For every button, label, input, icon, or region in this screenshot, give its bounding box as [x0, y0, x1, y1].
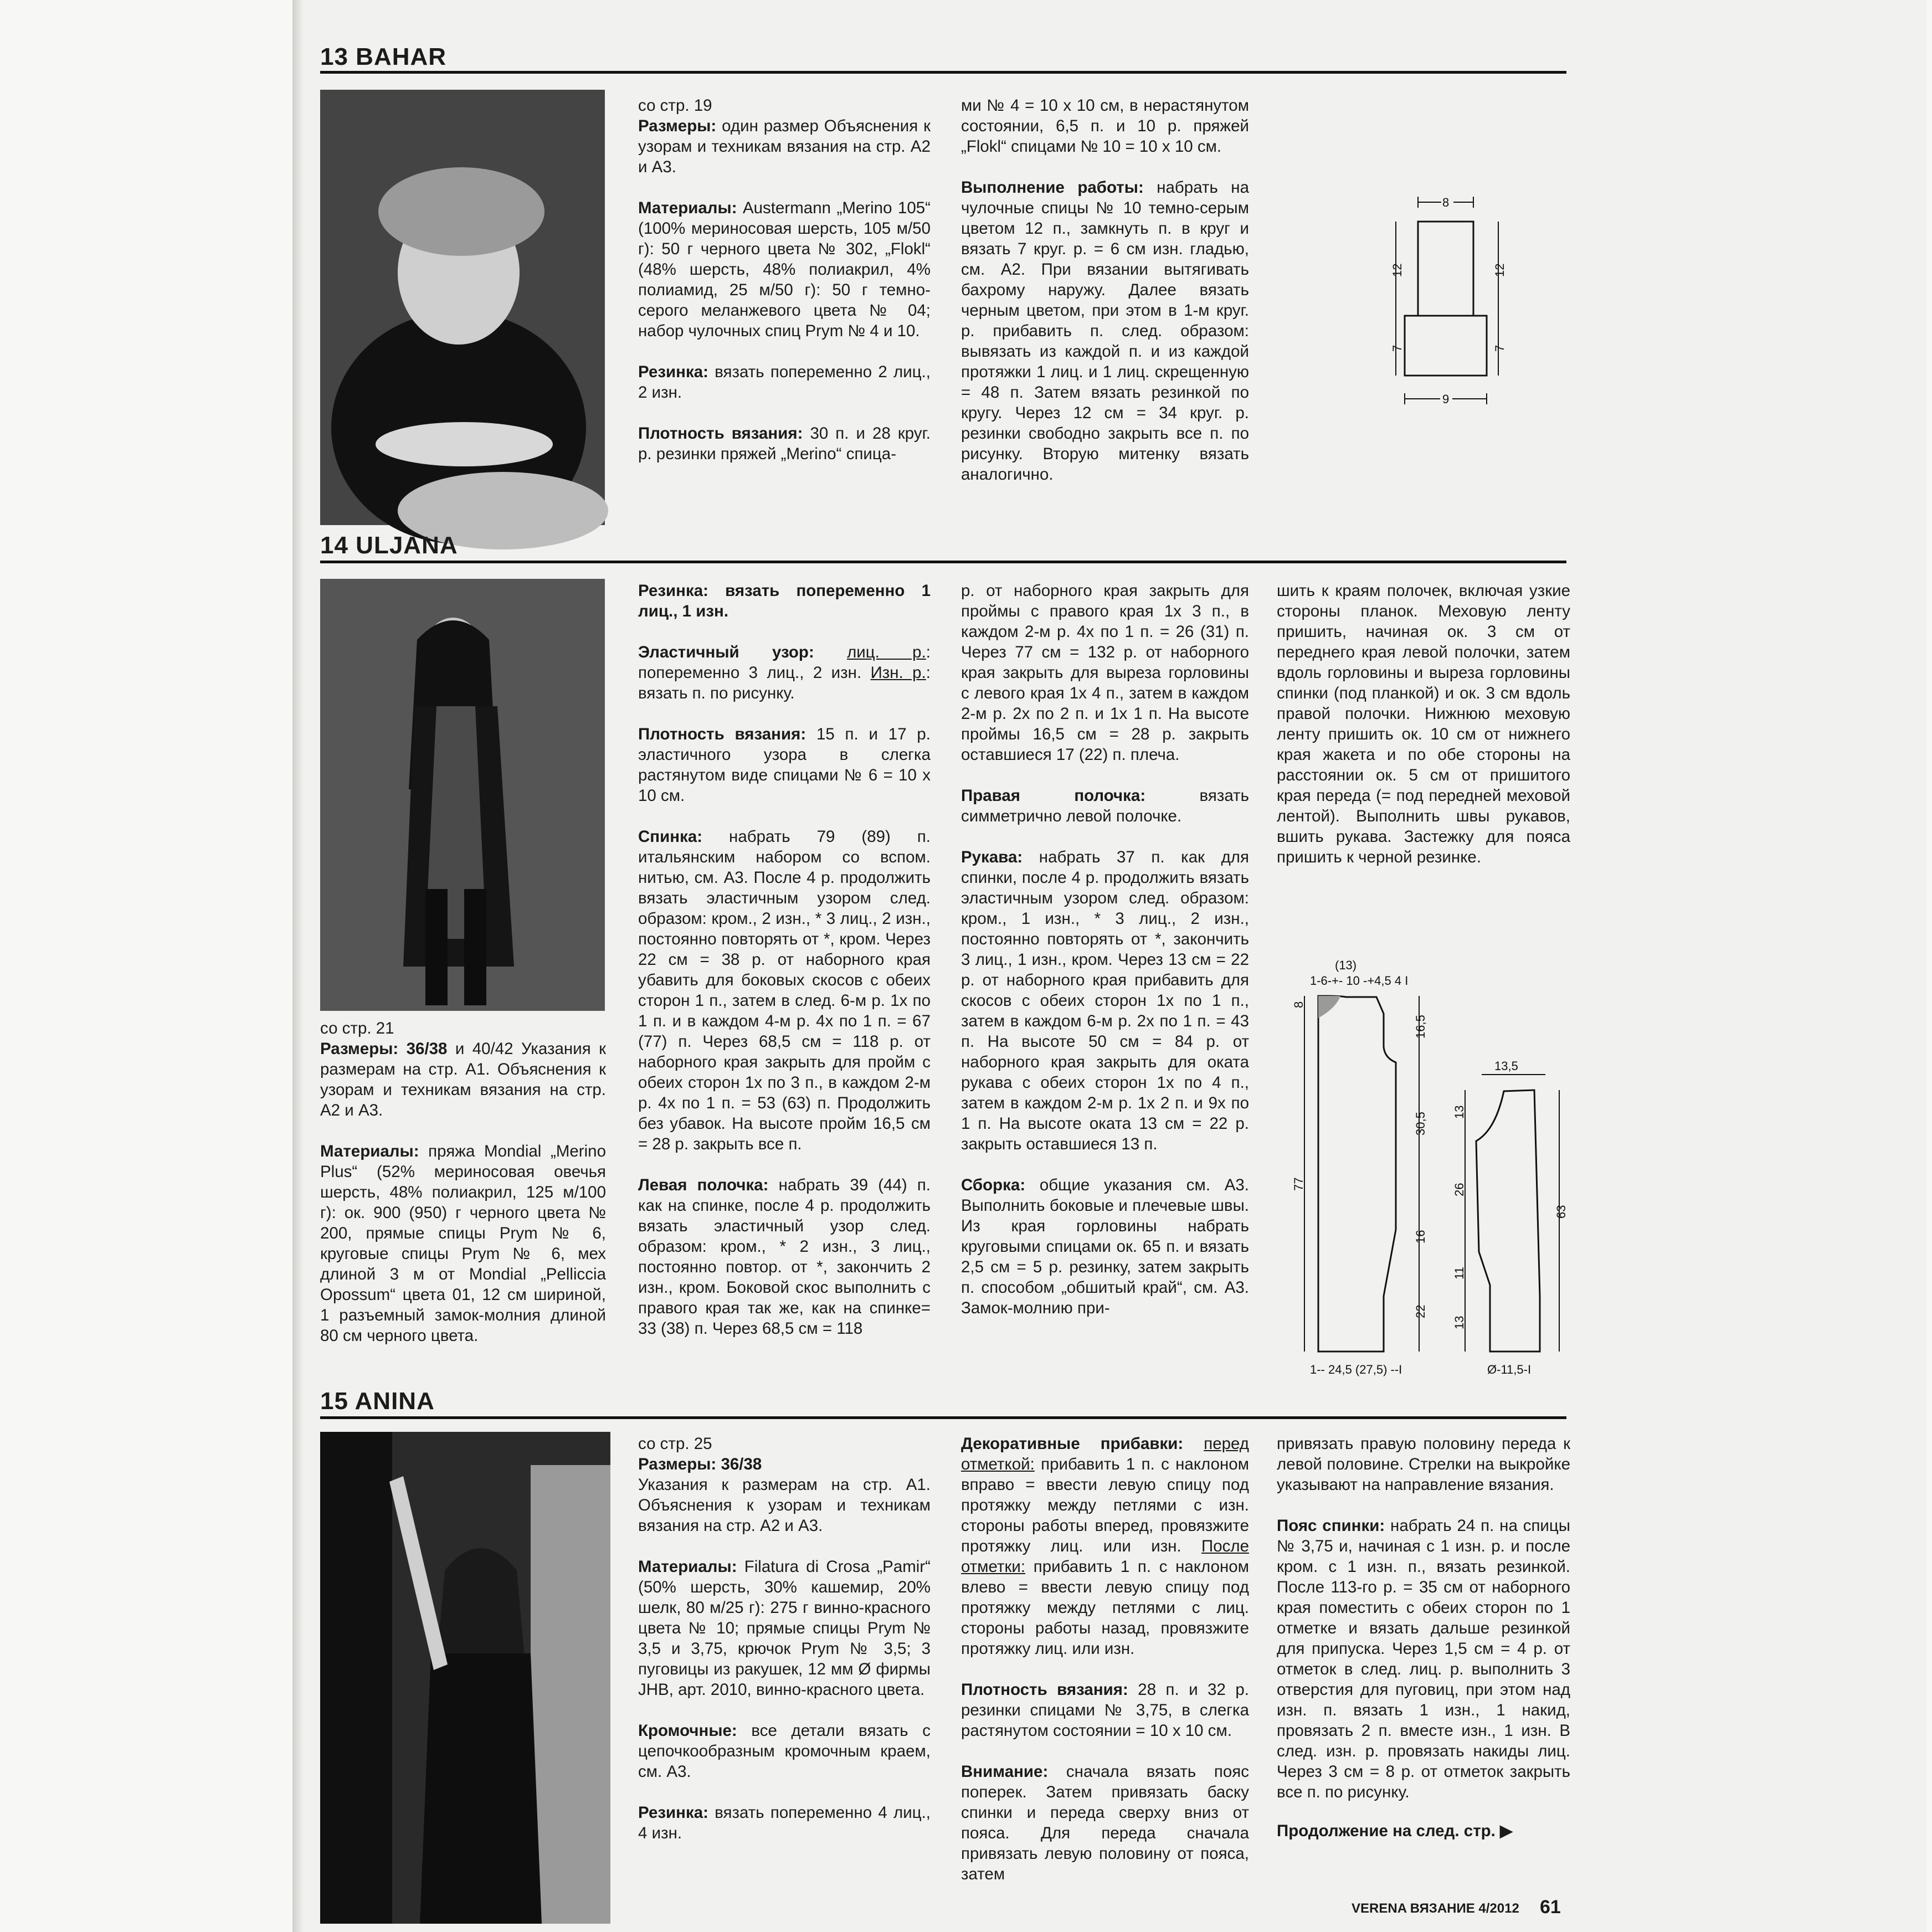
s13-rib-paragraph: [638, 362, 931, 403]
diagram-dim-30-5: 30,5: [1414, 1112, 1427, 1135]
materials-text: Filatura di Crosa „Pamir“ (50% шерсть, 30% кашемир, 20% шелк, 80 м/25 г): 275 г винно-красного цвета № 10; прямые спицы Prym № 3,5 и 3,75, крючок Prym № 3,5; 3 пуговицы из ракушек, 12 мм Ø фирмы JHB, арт. 2010, винно-красного цвета.: [638, 1558, 931, 1699]
diagram-dim-8: 8: [1292, 1001, 1306, 1008]
materials-label: Материалы:: [320, 1142, 419, 1160]
diagram-dim-77: 77: [1292, 1177, 1306, 1191]
section-14-column-0: [320, 1018, 606, 1366]
right-front-text: вязать симметрично левой полочке.: [961, 787, 1249, 825]
section-13-photo: [320, 90, 605, 525]
sleeve-top-width: 13,5: [1494, 1059, 1518, 1073]
s15-materials-paragraph: [638, 1556, 931, 1700]
section-15-photo: [320, 1432, 610, 1924]
s14-sleeves-paragraph: [961, 847, 1249, 1154]
s15-attention-paragraph: [961, 1761, 1249, 1884]
s15-attention-continued: [1277, 1433, 1570, 1495]
gauge-text: 28 п. и 32 р. резинки спицами № 3,75, в слегка растянутом состоянии = 10 х 10 см.: [961, 1681, 1250, 1740]
diagram-dim-16-5: 16,5: [1414, 1015, 1427, 1039]
s13-materials-paragraph: [638, 198, 931, 341]
size-label: Размеры:: [638, 117, 717, 135]
back-waistband-text: набрать 24 п. на спицы № 3,75 и, начиная с 1 изн. р. и после кром. с 1 изн. п., вязать резинкой. После 113-го р. = 35 см от наборного края поместить с обеих сторон по 1 отметке и вязать дальше резинкой для припуска. Через 1,5 см = 4 р. от отметок в след. лиц. р. выполнить 3 отверстия для пуговиц, при этом над изн. п. вязать 1 изн., 1 накид, провязать 2 п. вместе изн., 1 изн. В след. изн. р. провязать накиды лиц. Через 3 см = 8 р. от отметок закрыть все п. по рисунку.: [1277, 1517, 1570, 1801]
sleeve-dim-63: 63: [1554, 1205, 1568, 1219]
diagram-upper-right: 12: [1493, 263, 1507, 277]
increases-label: Декоративные прибавки:: [961, 1435, 1184, 1453]
sleeve-dim-13b: 13: [1452, 1316, 1466, 1329]
s15-rib-paragraph: [638, 1802, 931, 1843]
pattern-rs-term: лиц. р.: [847, 643, 926, 661]
left-front-label: Левая полочка:: [638, 1176, 769, 1194]
diagram-bottom-width: 1-- 24,5 (27,5) --I: [1310, 1363, 1402, 1376]
rib-label: Резинка:: [638, 363, 708, 381]
page-reference: со стр. 21: [320, 1019, 394, 1037]
s14-rib-paragraph: [638, 580, 931, 621]
page-gutter-shadow: [292, 0, 304, 1932]
s14-assembly-paragraph: [961, 1175, 1249, 1318]
gauge-label: Плотность вязания:: [961, 1681, 1128, 1699]
section-14-column-3: [1277, 580, 1570, 888]
s13-gauge-paragraph: [638, 423, 931, 464]
left-front-text: набрать 39 (44) п. как на спинке, после 4 р. продолжить вязать эластичный узор след. образом: кром., * 2 изн., 3 лиц., постоянно повтор. от *, закончить 2 изн., кром. Боковой скос выполнить с правого края так же, как на спинке= 33 (38) п. Через 68,5 см = 118: [638, 1176, 931, 1338]
assembly-label: Сборка:: [961, 1176, 1026, 1194]
continued-next-page: Продолжение на след. стр. ▶: [1277, 1822, 1513, 1840]
section-15-column-1: [638, 1433, 931, 1864]
s15-size-paragraph: [638, 1433, 931, 1536]
size-label: Размеры: 36/38: [320, 1040, 448, 1058]
diagram-upper-left: 12: [1390, 263, 1404, 277]
footer-page-number: 61: [1540, 1897, 1561, 1918]
section-14-photo: [320, 579, 605, 1011]
gauge-continued-text: ми № 4 = 10 х 10 см, в нерастянутом состоянии, 6,5 п. и 10 р. пряжей „Flokl“ спицами № 10 = 10 х 10 см.: [961, 96, 1249, 156]
s13-instructions-paragraph: [961, 177, 1249, 485]
s14-assembly-continued: [1277, 580, 1570, 867]
section-15-column-2: [961, 1433, 1249, 1905]
back-waistband-label: Пояс спинки:: [1277, 1517, 1385, 1535]
section-13-column-2: [961, 95, 1249, 505]
section-13-column-1: [638, 95, 931, 485]
right-front-label: Правая полочка:: [961, 787, 1146, 805]
diagram-top-paren: (13): [1335, 958, 1357, 972]
diagram-lower-right: 7: [1493, 345, 1507, 352]
size-text: один размер Объяснения к узорам и техникам вязания на стр. A2 и A3.: [638, 117, 931, 176]
page-reference: со стр. 19: [638, 96, 712, 115]
rib-text: вязать попеременно 2 лиц., 2 изн.: [638, 363, 931, 402]
gauge-label: Плотность вязания:: [638, 424, 803, 443]
section-13-rule: [320, 71, 1566, 74]
s14-gauge-paragraph: [638, 724, 931, 806]
s13-size-paragraph: [638, 95, 931, 177]
sleeves-label: Рукава:: [961, 848, 1023, 866]
s14-pattern-paragraph: [638, 642, 931, 703]
size-text: и 40/42 Указания к размерам на стр. A1. Объяснения к узорам и техникам вязания на стр. A2 и A3.: [320, 1040, 606, 1119]
before-marker-text: прибавить 1 п. с наклоном вправо = ввести левую спицу под протяжку между петлями с изн. стороны работы вперед, провязжите протяжку лиц. или изн.: [961, 1455, 1249, 1555]
s14-back-paragraph: [638, 826, 931, 1154]
rib-text: вязать попеременно 4 лиц., 4 изн.: [638, 1803, 931, 1842]
sleeve-bottom-width: Ø-11,5-I: [1487, 1363, 1532, 1376]
page-reference: со стр. 25: [638, 1435, 712, 1453]
s14-left-front-paragraph: [638, 1175, 931, 1339]
section-14-rule: [320, 561, 1566, 563]
pattern-ws-text: : вязать п. по рисунку.: [638, 664, 931, 702]
s15-gauge-paragraph: [961, 1679, 1249, 1741]
materials-label: Материалы:: [638, 1558, 737, 1576]
s15-increases-paragraph: [961, 1433, 1249, 1659]
after-marker-text: прибавить 1 п. с наклоном влево = ввести левую спицу под протяжку между петлями с лиц. стороны работы назад, провязжите протяжку лиц. или изн.: [961, 1558, 1249, 1658]
section-13-title: 13 BAHAR: [320, 43, 447, 70]
diagram-dim-22: 22: [1414, 1304, 1427, 1318]
left-front-continued-text: р. от наборного края закрыть для проймы с правого края 1х 3 п., в каждом 2-м р. 4х по 1 п. = 26 (31) п. Через 77 см = 132 р. от наборного края закрыть для выреза горловины с левого края 1х 4 п., затем в каждом 2-м р. 2х по 2 п. и 1х 1 п. На высоте проймы 16,5 см = 28 р. закрыть оставшиеся 17 (22) п. плеча.: [961, 582, 1249, 764]
footer-magazine-name: VERENA ВЯЗАНИЕ 4/2012: [1352, 1901, 1519, 1916]
rib-label: Резинка: вязать попеременно 1 лиц., 1 изн.: [638, 582, 931, 620]
pattern-rs-text: : попеременно 3 лиц., 2 изн.: [638, 643, 931, 682]
before-marker-term: перед отметкой:: [961, 1435, 1249, 1473]
sleeve-dim-26: 26: [1452, 1183, 1466, 1196]
diagram-top-width: 8: [1442, 196, 1450, 209]
gauge-text: 15 п. и 17 р. эластичного узора в слегка растянутом виде спицами № 6 = 10 х 10 см.: [638, 725, 931, 805]
section-14-column-2: [961, 580, 1249, 1339]
section-15-column-3: [1277, 1433, 1570, 1862]
section-15-title: 15 ANINA: [320, 1388, 435, 1415]
pattern-label: Эластичный узор:: [638, 643, 814, 661]
back-text: набрать 79 (89) п. итальянским набором со вспом. нитью, см. A3. После 4 р. продолжить вязать эластичным узором след. образом: кром., 2 изн., * 3 лиц., 2 изн., постоянно повторять от *, кром. Через 22 см = 38 р. от наборного края убавить для боковых скосов с обеих сторон 1 п., затем в след. 6-м р. 1х по 1 п. и в каждом 4-м р. 4х по 1 п. = 67 (77) п. Через 68,5 см = 118 р. от наборного края закрыть для пройм с обеих сторон 1х по 3 п., в каждом 2-м р. 4х по 1 п. = 53 (63) п. Продолжить без убавок. На высоте пройм 16,5 см = 28 р. закрыть все п.: [638, 828, 931, 1153]
s15-selvedge-paragraph: [638, 1720, 931, 1782]
attention-text: сначала вязать пояс поперек. Затем привязать баску спинки и переда сверху вниз от пояса. Для переда сначала привязать левую половину от пояса, затем: [961, 1763, 1249, 1883]
section-14-title: 14 ULJANA: [320, 532, 458, 559]
sleeves-text: набрать 37 п. как для спинки, после 4 р. продолжить вязать эластичным узором след. образом: кром., 1 изн., * 3 лиц., 2 изн., постоянно повторять от *, закончить 3 лиц., 1 изн., кром. Через 13 см = 22 р. от наборного края прибавить для скосов с обеих сторон 1х по 1 п., затем в каждом 6-м р. 2х по 1 п. = 43 п. На высоте 50 см = 84 р. от наборного края закрыть для оката рукава с обеих сторон 1х по 4 п., затем в каждом 2-м р. 1х 2 п. и 9х по 1 п. На высоте оката 13 см = 22 р. закрыть оставшиеся 13 п.: [961, 848, 1249, 1153]
materials-text: Austermann „Merino 105“ (100% мериносовая шерсть, 105 м/50 г): 50 г черного цвета № 302, „Flokl“ (48% шерсть, 48% полиакрил, 4% полиамид, 25 м/50 г): 50 г темно-серого меланжевого цвета № 04; набор чулочных спиц Prym № 4 и 10.: [638, 199, 931, 340]
sleeve-dim-13a: 13: [1452, 1105, 1466, 1119]
instructions-text: набрать на чулочные спицы № 10 темно-серым цветом 12 п., замкнуть п. в круг и вязать 7 круг. р. = 6 см изн. гладью, см. A2. При вязании вытягивать бахрому наружу. Далее вязать черным цветом, при этом в 1-м круг. р. прибавить п. след. образом: вывязать из каждой п. и из каждой протяжки 1 лиц. и 1 лиц. скрещенную = 48 п. Затем вязать резинкой по кругу. Через 12 см = 34 круг. р. резинки свободно закрыть все п. по рисунку. Вторую митенку вязать аналогично.: [961, 178, 1249, 484]
attention-continued-text: привязать правую половину переда к левой половине. Стрелки на выкройке указывают на направление вязания.: [1277, 1435, 1570, 1494]
diagram-top-widths: 1-6-+- 10 -+4,5 4 I: [1310, 974, 1409, 988]
s13-gauge-continued: [961, 95, 1249, 157]
gauge-label: Плотность вязания:: [638, 725, 806, 743]
diagram-lower-left: 7: [1390, 345, 1404, 352]
selvedge-label: Кромочные:: [638, 1722, 737, 1740]
section-14-column-1: [638, 580, 931, 1359]
attention-label: Внимание:: [961, 1763, 1049, 1781]
diagram-bottom-width: 9: [1442, 392, 1450, 406]
materials-text: пряжа Mondial „Merino Plus“ (52% мериносовая овечья шерсть, 48% полиакрил, 125 м/100 г): ок. 900 (950) г черного цвета № 200, прямые спицы Prym № 6, круговые спицы Prym № 6, мех длиной 3 м от Mondial „Pelliccia Opossum“ цвета 01, 12 см шириной, 1 разъемный замок-молния длиной 80 см черного цвета.: [320, 1142, 606, 1345]
pattern-ws-term: Изн. р.: [870, 664, 926, 682]
diagram-dim-16: 16: [1414, 1230, 1427, 1244]
sleeve-dim-11: 11: [1452, 1267, 1466, 1280]
section-14-jacket-diagram: [1292, 953, 1573, 1385]
size-text: Указания к размерам на стр. A1. Объяснения к узорам и техникам вязания на стр. A2 и A3.: [638, 1476, 931, 1535]
assembly-continued-text: шить к краям полочек, включая узкие стороны планок. Меховую ленту пришить, начиная ок. 3 см от переднего края левой полочки, затем вдоль горловины и выреза горловины спинки (под планкой) и ок. 3 см вдоль правой полочки. Нижнюю меховую ленту пришить ок. 10 см от нижнего края жакета и по обе стороны на расстоянии ок. 5 см от пришитого края переда (= под передней меховой лентой). Выполнить швы рукавов, вшить рукава. Застежку для пояса пришить к черной резинке.: [1277, 582, 1570, 866]
instructions-label: Выполнение работы:: [961, 178, 1144, 197]
selvedge-text: все детали вязать с цепочкообразным кромочным краем, см. A3.: [638, 1722, 931, 1781]
section-13-mitten-diagram: [1385, 183, 1518, 427]
s15-back-waistband-paragraph: [1277, 1515, 1570, 1802]
section-15-rule: [320, 1416, 1566, 1419]
materials-label: Материалы:: [638, 199, 737, 217]
s14-size-paragraph: [320, 1018, 606, 1121]
s14-right-front-paragraph: [961, 785, 1249, 826]
after-marker-term: После отметки:: [961, 1537, 1249, 1576]
assembly-text: общие указания см. A3. Выполнить боковые и плечевые швы. Из края горловины набрать круговыми спицами ок. 65 п. и вязать 2,5 см = 5 р. резинку, затем закрыть п. способом „обшитый край“, см. A3. Замок-молнию при-: [961, 1176, 1249, 1317]
back-label: Спинка:: [638, 828, 703, 846]
s14-materials-paragraph: [320, 1141, 606, 1346]
gauge-text: 30 п. и 28 круг. р. резинки пряжей „Merino“ спица-: [638, 424, 931, 463]
rib-label: Резинка:: [638, 1803, 708, 1822]
size-label: Размеры: 36/38: [638, 1455, 762, 1473]
s14-left-front-continued: [961, 580, 1249, 765]
